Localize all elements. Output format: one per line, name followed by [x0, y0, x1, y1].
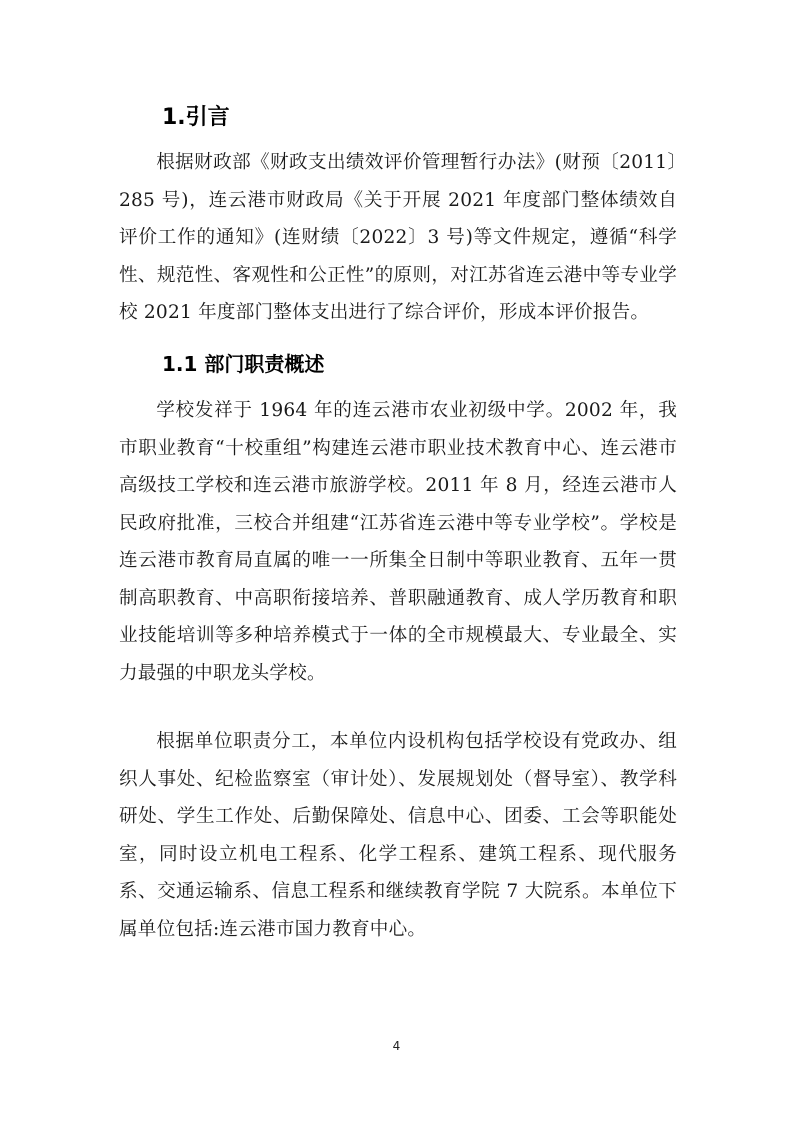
- intro-paragraph: 根据财政部《财政支出绩效评价管理暂行办法》(财预〔2011〕285 号)，连云港市财政局《关于开展 2021 年度部门整体绩效自评价工作的通知》(连财绩〔2022〕3 号)等文件规定，遵循“科学性、规范性、客观性和公正性”的原则，对江苏省连云港中等专业学校 2021 年度部门整体支出进行了综合评价，形成本评价报告。: [119, 152, 677, 323]
- duties-paragraph-structure: 根据单位职责分工，本单位内设机构包括学校设有党政办、组织人事处、纪检监察室（审计处）、发展规划处（督导室）、教学科研处、学生工作处、后勤保障处、信息中心、团委、工会等职能处室，同时设立机电工程系、化学工程系、建筑工程系、现代服务系、交通运输系、信息工程系和继续教育学院 7 大院系。本单位下属单位包括:连云港市国力教育中心。: [119, 731, 677, 940]
- section-heading-duties: 1.1 部门职责概述: [162, 352, 325, 376]
- page-number: 4: [392, 1039, 401, 1053]
- section-heading-intro: 1.引言: [162, 105, 230, 130]
- duties-paragraph-history: 学校发祥于 1964 年的连云港市农业初级中学。2002 年，我市职业教育“十校重组”构建连云港市职业技术教育中心、连云港市高级技工学校和连云港市旅游学校。2011 年 8 月，经连云港市人民政府批准，三校合并组建“江苏省连云港中等专业学校”。学校是连云港市教育局直属的唯一一所集全日制中等职业教育、五年一贯制高职教育、中高职衔接培养、普职融通教育、成人学历教育和职业技能培训等多种培养模式于一体的全市规模最大、专业最全、实力最强的中职龙头学校。: [119, 400, 677, 684]
